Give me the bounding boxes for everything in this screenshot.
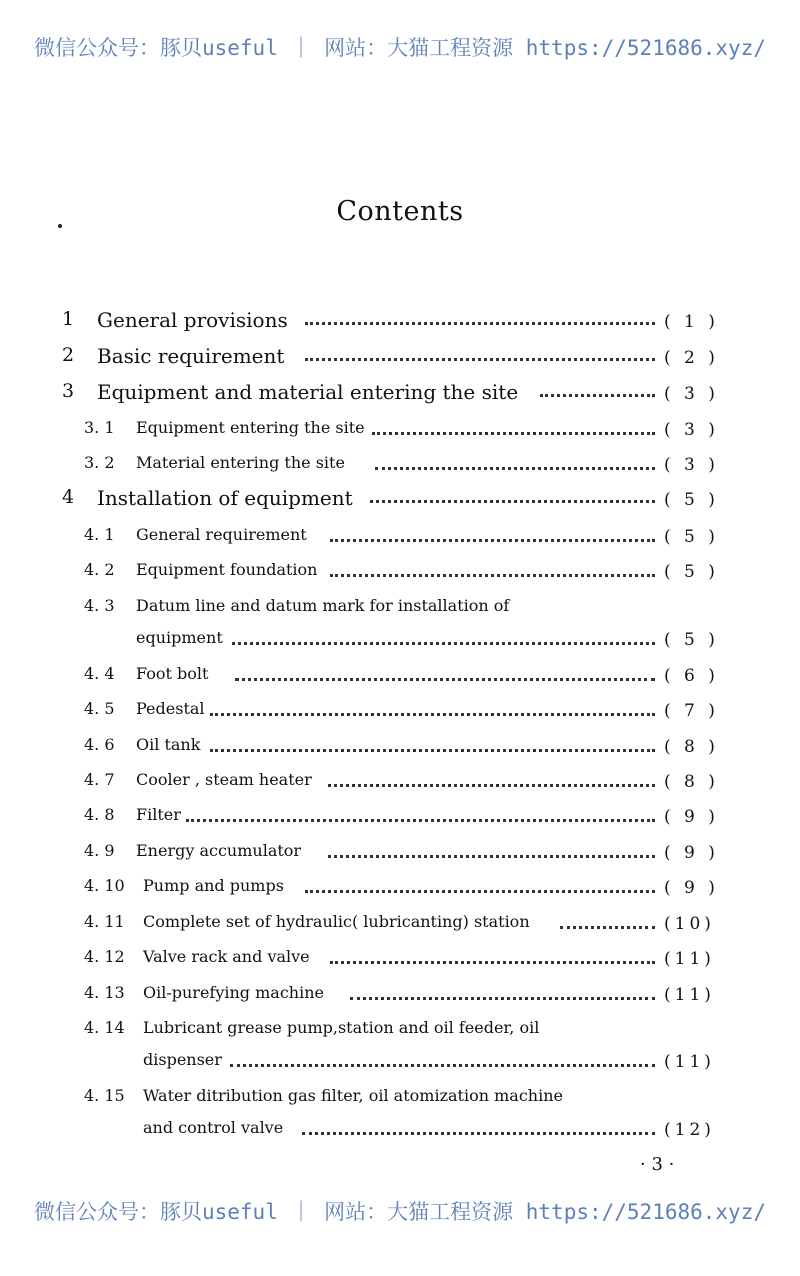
toc-label: Equipment and material entering the site xyxy=(97,380,519,404)
toc-number: 4. 5 xyxy=(84,699,115,718)
toc-page: (11) xyxy=(664,1052,715,1072)
toc-label: Complete set of hydraulic( lubricanting) station xyxy=(143,912,530,931)
dot-leader xyxy=(350,983,655,1000)
toc-label-continued: dispenser xyxy=(143,1050,222,1069)
toc-number: 4. 4 xyxy=(84,664,115,683)
toc-page: ( 9 ) xyxy=(664,843,719,863)
toc-number: 4. 12 xyxy=(84,947,125,966)
toc-page: (10) xyxy=(664,914,715,934)
toc-number: 4. 7 xyxy=(84,770,115,789)
watermark-bottom: 微信公众号：豚贝useful ｜ 网站：大猫工程资源 https://521686.xyz/ xyxy=(33,1200,766,1224)
dot-leader xyxy=(305,308,655,325)
toc-entry[interactable] xyxy=(0,735,800,765)
toc-entry[interactable] xyxy=(0,805,800,835)
dot-leader xyxy=(305,344,655,361)
toc-label-continued: and control valve xyxy=(143,1118,284,1137)
toc-label: Lubricant grease pump,station and oil feeder, oil xyxy=(143,1018,540,1037)
toc-page: ( 6 ) xyxy=(664,666,719,686)
toc-label: Pedestal xyxy=(136,699,205,718)
toc-label: Oil-purefying machine xyxy=(143,983,324,1002)
toc-entry[interactable] xyxy=(0,1018,800,1078)
toc-entry[interactable] xyxy=(0,983,800,1013)
toc-label: Cooler , steam heater xyxy=(136,770,312,789)
toc-label: General provisions xyxy=(97,308,288,332)
toc-label: Filter xyxy=(136,805,181,824)
toc-entry[interactable] xyxy=(0,876,800,906)
toc-page: (11) xyxy=(664,949,715,969)
toc-page: ( 8 ) xyxy=(664,772,719,792)
toc-entry[interactable] xyxy=(0,947,800,977)
toc-number: 1 xyxy=(62,308,75,330)
dot-leader xyxy=(186,805,655,822)
dot-leader xyxy=(210,735,655,752)
toc-number: 4. 3 xyxy=(84,596,115,615)
toc-number: 4. 8 xyxy=(84,805,115,824)
page-title: Contents xyxy=(336,196,464,227)
dot-leader xyxy=(560,912,655,929)
dot-leader xyxy=(370,486,655,503)
toc-label: Oil tank xyxy=(136,735,201,754)
toc-entry[interactable] xyxy=(0,453,800,483)
toc-number: 3 xyxy=(62,380,75,402)
toc-label: Valve rack and valve xyxy=(143,947,310,966)
toc-label: Foot bolt xyxy=(136,664,209,683)
toc-number: 3. 2 xyxy=(84,453,115,472)
dot-leader xyxy=(302,1118,655,1135)
toc-label: Basic requirement xyxy=(97,344,285,368)
toc-entry[interactable] xyxy=(0,308,800,338)
toc-label: General requirement xyxy=(136,525,307,544)
toc-entry[interactable] xyxy=(0,560,800,590)
toc-entry[interactable] xyxy=(0,380,800,410)
dot-leader xyxy=(210,699,655,716)
toc-entry[interactable] xyxy=(0,596,800,656)
dot-leader xyxy=(372,418,655,435)
toc-label: Installation of equipment xyxy=(97,486,353,510)
toc-entry[interactable] xyxy=(0,486,800,516)
toc-page: ( 8 ) xyxy=(664,737,719,757)
toc-label: Material entering the site xyxy=(136,453,345,472)
toc-number: 4. 9 xyxy=(84,841,115,860)
toc-entry[interactable] xyxy=(0,699,800,729)
dot-leader xyxy=(328,841,655,858)
toc-number: 4 xyxy=(62,486,75,508)
toc-entry[interactable] xyxy=(0,418,800,448)
page-number: · 3 · xyxy=(640,1154,675,1175)
toc-page: ( 3 ) xyxy=(664,384,719,404)
dot-leader xyxy=(232,628,655,645)
dot-leader xyxy=(235,664,655,681)
toc-page: ( 5 ) xyxy=(664,527,719,547)
dot-leader xyxy=(328,770,655,787)
toc-page: ( 5 ) xyxy=(664,562,719,582)
toc-number: 4. 1 xyxy=(84,525,115,544)
toc-entry[interactable] xyxy=(0,344,800,374)
dot-leader xyxy=(230,1050,655,1067)
toc-entry[interactable] xyxy=(0,770,800,800)
dot-leader xyxy=(540,380,655,397)
toc-entry[interactable] xyxy=(0,664,800,694)
toc-label: Equipment foundation xyxy=(136,560,318,579)
toc-entry[interactable] xyxy=(0,912,800,942)
dot-leader xyxy=(330,947,655,964)
toc-entry[interactable] xyxy=(0,525,800,555)
watermark-top: 微信公众号：豚贝useful ｜ 网站：大猫工程资源 https://521686.xyz/ xyxy=(33,36,766,60)
dot-leader xyxy=(330,560,655,577)
toc-label: Water ditribution gas filter, oil atomization machine xyxy=(143,1086,563,1105)
toc-page: (11) xyxy=(664,985,715,1005)
toc-number: 4. 10 xyxy=(84,876,125,895)
dot-leader xyxy=(330,525,655,542)
toc-label: Pump and pumps xyxy=(143,876,284,895)
toc-number: 4. 2 xyxy=(84,560,115,579)
toc-entry[interactable] xyxy=(0,841,800,871)
toc-page: ( 2 ) xyxy=(664,348,719,368)
toc-label: Energy accumulator xyxy=(136,841,302,860)
toc-number: 4. 14 xyxy=(84,1018,125,1037)
toc-number: 4. 13 xyxy=(84,983,125,1002)
toc-page: ( 3 ) xyxy=(664,420,719,440)
toc-number: 4. 6 xyxy=(84,735,115,754)
toc-label: Datum line and datum mark for installation of xyxy=(136,596,510,615)
toc-number: 3. 1 xyxy=(84,418,115,437)
toc-entry[interactable] xyxy=(0,1086,800,1146)
toc-page: ( 7 ) xyxy=(664,701,719,721)
toc-number: 4. 11 xyxy=(84,912,125,931)
dot-leader xyxy=(375,453,655,470)
toc-page: ( 5 ) xyxy=(664,630,719,650)
toc-page: ( 9 ) xyxy=(664,807,719,827)
toc-page: ( 3 ) xyxy=(664,455,719,475)
toc-page: ( 9 ) xyxy=(664,878,719,898)
toc-page: ( 1 ) xyxy=(664,312,719,332)
toc-page: (12) xyxy=(664,1120,715,1140)
toc-number: 2 xyxy=(62,344,75,366)
toc-label: Equipment entering the site xyxy=(136,418,365,437)
dot-leader xyxy=(305,876,655,893)
toc-label-continued: equipment xyxy=(136,628,223,647)
toc-number: 4. 15 xyxy=(84,1086,125,1105)
toc-page: ( 5 ) xyxy=(664,490,719,510)
